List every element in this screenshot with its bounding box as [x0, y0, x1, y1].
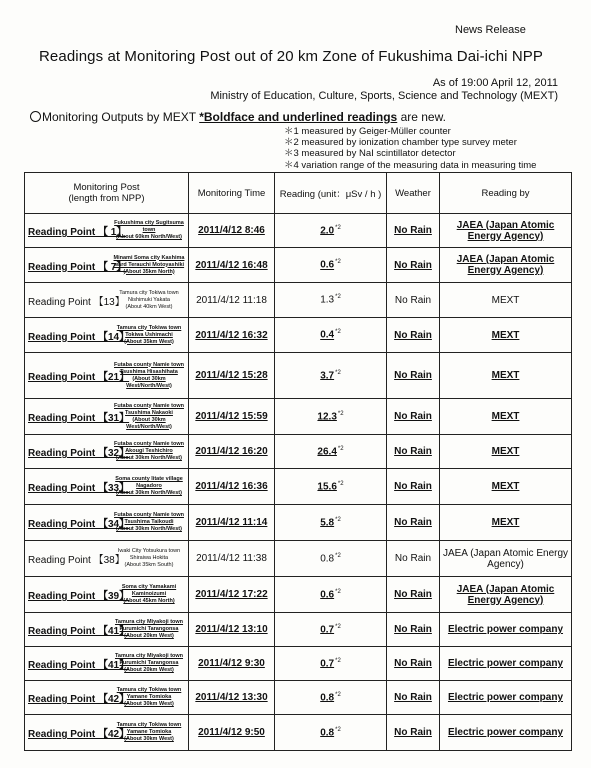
monitoring-time: 2011/4/12 16:48	[189, 248, 275, 283]
location-text: Tamura city Tokiwa town Tokiwa Ushimachi (About 35km West)	[116, 324, 182, 345]
reading-cell	[275, 248, 387, 283]
reading-by: JAEA (Japan Atomic Energy Agency)	[440, 541, 572, 577]
reading-value: 0.7	[320, 624, 335, 636]
reading-value: 26.4	[317, 446, 337, 458]
measurement-notes	[284, 126, 536, 171]
reading-value: 0.8	[320, 727, 335, 739]
post-cell	[25, 353, 189, 399]
reading-by: JAEA (Japan Atomic Energy Agency)	[440, 577, 572, 613]
table-row	[25, 399, 572, 435]
column-header-reading: Reading (unit：μSv / h )	[275, 173, 387, 214]
reading-value: 12.3	[317, 411, 337, 423]
reading-value: 3.7	[320, 370, 335, 382]
reading-point-label[interactable]: Reading Point 【32】	[28, 448, 130, 459]
monitoring-time: 2011/4/12 11:38	[189, 541, 275, 577]
weather-value: No Rain	[387, 715, 440, 751]
reading-cell	[275, 577, 387, 613]
monitoring-time: 2011/4/12 8:46	[189, 214, 275, 248]
reading-by: MEXT	[440, 318, 572, 353]
weather-value: No Rain	[387, 505, 440, 541]
note-2: ＊2 measured by ionization chamber type survey meter	[284, 137, 517, 149]
weather-value: No Rain	[387, 647, 440, 681]
measurement-mark: *2	[335, 691, 341, 698]
note-4: ＊4 variation range of the measuring data in measuring time	[284, 159, 537, 171]
measurement-mark: *2	[335, 623, 341, 630]
post-cell	[25, 577, 189, 613]
weather-value: No Rain	[387, 541, 440, 577]
location-text: Minami Soma city Kashima ward Terauchi Motoyashiki (About 35km North)	[113, 254, 185, 275]
weather-value: No Rain	[387, 399, 440, 435]
location-text: Iwaki City Yotsukura town Shiraiwa Hokita (About 35km South)	[117, 548, 181, 568]
new-readings-note: *Boldface and underlined readings	[199, 110, 398, 124]
location-text: Futaba county Namie town Akougi Teshichiro (About 30km North/West)	[114, 441, 184, 461]
post-cell	[25, 715, 189, 751]
reading-by: MEXT	[440, 399, 572, 435]
note-1: ＊1 measured by Geiger-Müller counter	[284, 126, 451, 137]
monitoring-time: 2011/4/12 15:59	[189, 399, 275, 435]
reading-value: 0.6	[320, 259, 335, 271]
reading-value: 0.8	[320, 692, 335, 704]
reading-point-label[interactable]: Reading Point 【 7】	[28, 261, 127, 273]
reading-point-label[interactable]: Reading Point 【41】	[28, 626, 130, 637]
monitoring-time: 2011/4/12 15:28	[189, 353, 275, 399]
post-cell	[25, 435, 189, 469]
weather-value: No Rain	[387, 613, 440, 647]
weather-value: No Rain	[387, 214, 440, 248]
readings-table	[24, 172, 572, 751]
reading-cell	[275, 283, 387, 318]
location-text: Soma city Yamakami Kaminoizumi (About 45km North)	[121, 584, 177, 604]
reading-cell	[275, 715, 387, 751]
reading-by: JAEA (Japan Atomic Energy Agency)	[440, 214, 572, 248]
post-cell	[25, 541, 189, 577]
reading-cell	[275, 681, 387, 715]
reading-by: Electric power company	[440, 613, 572, 647]
reading-cell	[275, 647, 387, 681]
location-text: Futaba county Namie town Tsushima Hisashihata (About 30km West/North/West)	[114, 361, 184, 389]
reading-by: MEXT	[440, 505, 572, 541]
reading-point-label[interactable]: Reading Point 【42】	[28, 694, 130, 705]
table-row	[25, 715, 572, 751]
weather-value: No Rain	[387, 248, 440, 283]
measurement-mark: *2	[335, 726, 341, 733]
reading-value: 5.8	[320, 517, 335, 529]
post-cell	[25, 318, 189, 353]
weather-value: No Rain	[387, 681, 440, 715]
reading-by: Electric power company	[440, 715, 572, 751]
monitoring-time: 2011/4/12 9:50	[189, 715, 275, 751]
weather-value: No Rain	[387, 469, 440, 505]
measurement-mark: *2	[337, 410, 344, 417]
reading-by: Electric power company	[440, 647, 572, 681]
post-cell	[25, 248, 189, 283]
location-text: Fukushima city Sugitsuma town (About 60km North/West)	[114, 220, 184, 240]
page-title: Readings at Monitoring Post out of 20 km Zone of Fukushima Dai-ichi NPP	[39, 48, 543, 65]
monitoring-time: 2011/4/12 16:20	[189, 435, 275, 469]
reading-point-label[interactable]: Reading Point 【14】	[28, 331, 130, 343]
as-of-date: As of 19:00 April 12, 2011	[432, 77, 558, 89]
reading-point-label: Reading Point 【13】	[28, 296, 125, 308]
monitoring-time: 2011/4/12 13:30	[189, 681, 275, 715]
location-text: Tamura city Tokiwa town Nishimuki Yakata (About 40km West)	[119, 289, 179, 310]
table-row	[25, 248, 572, 283]
reading-cell	[275, 435, 387, 469]
reading-point-label[interactable]: Reading Point 【21】	[28, 372, 130, 383]
reading-point-label: Reading Point 【38】	[28, 555, 125, 566]
table-row	[25, 613, 572, 647]
table-row	[25, 353, 572, 399]
reading-value: 0.8	[320, 553, 335, 565]
reading-cell	[275, 541, 387, 577]
table-row	[25, 541, 572, 577]
location-text: Tamura city Miyakoji town Furumichi Tarangonsa (About 20km West)	[114, 653, 184, 673]
reading-cell	[275, 353, 387, 399]
monitoring-time: 2011/4/12 17:22	[189, 577, 275, 613]
table-row	[25, 469, 572, 505]
post-cell	[25, 469, 189, 505]
post-cell	[25, 399, 189, 435]
weather-value: No Rain	[387, 353, 440, 399]
reading-value: 1.3	[320, 294, 335, 306]
post-cell	[25, 681, 189, 715]
table-row	[25, 681, 572, 715]
measurement-mark: *2	[335, 329, 341, 336]
measurement-mark: *2	[335, 224, 341, 231]
reading-cell	[275, 214, 387, 248]
reading-cell	[275, 469, 387, 505]
post-cell	[25, 283, 189, 318]
table-row	[25, 214, 572, 248]
location-text: Tamura city Miyakoji town Furumichi Tarangonsa (About 20km West)	[114, 619, 184, 639]
location-text: Tamura city Tokiwa town Yamane Tomioka (About 30km West)	[116, 687, 182, 707]
post-cell	[25, 613, 189, 647]
reading-cell	[275, 505, 387, 541]
measurement-mark: *2	[335, 552, 341, 559]
reading-value: 15.6	[317, 481, 337, 493]
weather-value: No Rain	[387, 283, 440, 318]
post-cell	[25, 214, 189, 248]
monitoring-outputs-line	[30, 110, 446, 124]
measurement-mark: *2	[335, 588, 341, 595]
reading-point-label[interactable]: Reading Point 【41】	[28, 660, 130, 671]
news-release-label: News Release	[455, 24, 526, 36]
measurement-mark: *2	[335, 516, 341, 523]
table-row	[25, 647, 572, 681]
measurement-mark: *2	[337, 445, 344, 452]
reading-cell	[275, 318, 387, 353]
note-3: ＊3 measured by NaI scintillator detector	[284, 148, 456, 160]
reading-point-label[interactable]: Reading Point 【34】	[28, 519, 130, 530]
reading-cell	[275, 613, 387, 647]
location-text: Tamura city Tokiwa town Yamane Tomioka (About 30km West)	[116, 722, 182, 742]
new-readings-note-rest: are new.	[397, 110, 446, 124]
post-cell	[25, 647, 189, 681]
weather-value: No Rain	[387, 435, 440, 469]
reading-value: 2.0	[320, 225, 335, 237]
reading-point-label[interactable]: Reading Point 【 1】	[28, 227, 127, 238]
location-text: Soma county Iitate village Nagadoro (About 30km North/West)	[115, 476, 183, 496]
reading-by: JAEA (Japan Atomic Energy Agency)	[440, 248, 572, 283]
circle-icon	[30, 111, 41, 122]
table-row	[25, 318, 572, 353]
reading-value: 0.4	[320, 329, 335, 341]
table-row	[25, 577, 572, 613]
column-header-time: Monitoring Time	[189, 173, 275, 214]
column-header-by: Reading by	[440, 173, 572, 214]
monitoring-time: 2011/4/12 16:36	[189, 469, 275, 505]
reading-value: 0.6	[320, 589, 335, 601]
measurement-mark: *2	[337, 480, 344, 487]
column-header-weather: Weather	[387, 173, 440, 214]
location-text: Futaba county Namie town Tsushima Taikoudi (About 30km North/West)	[114, 512, 184, 532]
column-header-post: Monitoring Post (length from NPP)	[25, 173, 189, 214]
monitoring-time: 2011/4/12 16:32	[189, 318, 275, 353]
weather-value: No Rain	[387, 318, 440, 353]
monitoring-time: 2011/4/12 11:14	[189, 505, 275, 541]
reading-point-label[interactable]: Reading Point 【31】	[28, 413, 130, 424]
reading-point-label[interactable]: Reading Point 【39】	[28, 591, 130, 602]
reading-by: Electric power company	[440, 681, 572, 715]
table-row	[25, 505, 572, 541]
location-text: Futaba county Namie town Tsushima Nakaoki (About 30km West/North/West)	[114, 402, 184, 430]
measurement-mark: *2	[335, 294, 341, 301]
reading-point-label[interactable]: Reading Point 【42】	[28, 729, 130, 740]
table-row	[25, 435, 572, 469]
monitoring-time: 2011/4/12 13:10	[189, 613, 275, 647]
reading-by: MEXT	[440, 353, 572, 399]
monitoring-outputs-label: Monitoring Outputs by MEXT	[42, 110, 196, 124]
reading-cell	[275, 399, 387, 435]
reading-by: MEXT	[440, 283, 572, 318]
post-cell	[25, 505, 189, 541]
measurement-mark: *2	[335, 657, 341, 664]
monitoring-time: 2011/4/12 9:30	[189, 647, 275, 681]
table-row	[25, 283, 572, 318]
reading-by: MEXT	[440, 469, 572, 505]
reading-value: 0.7	[320, 658, 335, 670]
ministry-name: Ministry of Education, Culture, Sports, Science and Technology (MEXT)	[210, 90, 558, 102]
measurement-mark: *2	[335, 259, 341, 266]
weather-value: No Rain	[387, 577, 440, 613]
reading-by: MEXT	[440, 435, 572, 469]
measurement-mark: *2	[335, 369, 341, 376]
reading-point-label[interactable]: Reading Point 【33】	[28, 483, 130, 494]
monitoring-time: 2011/4/12 11:18	[189, 283, 275, 318]
